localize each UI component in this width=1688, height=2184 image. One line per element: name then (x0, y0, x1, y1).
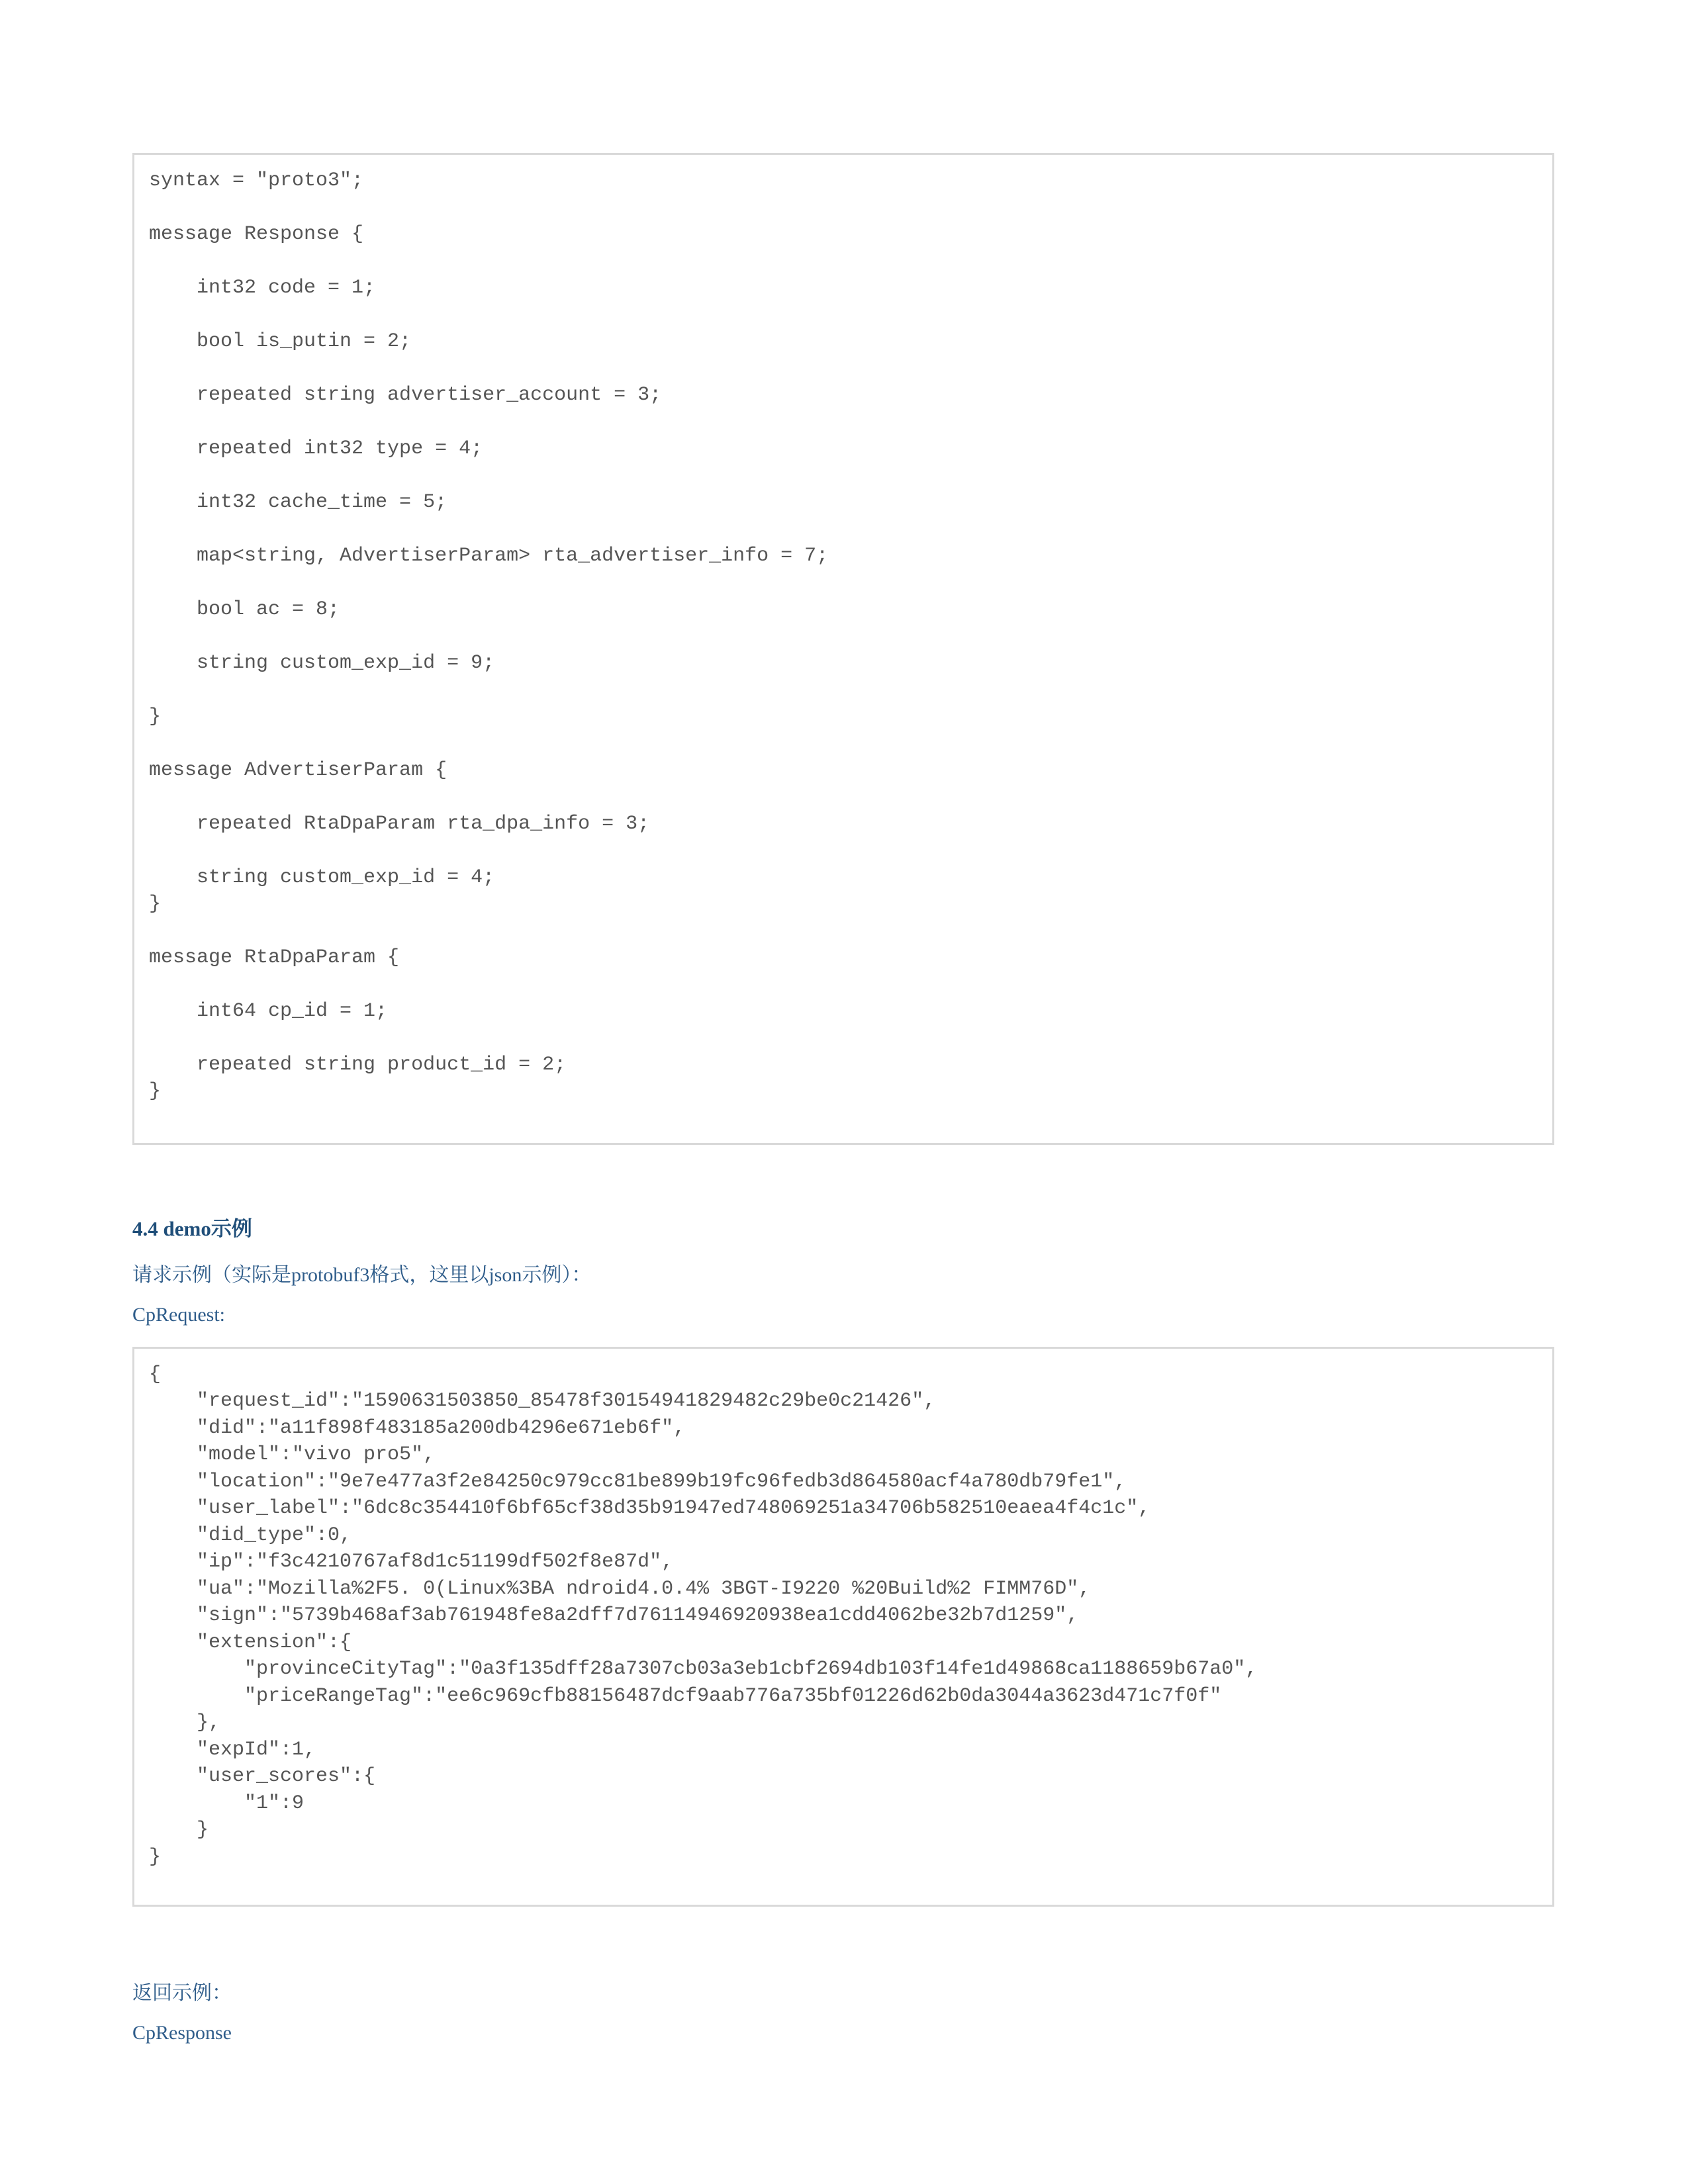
code-line: repeated string product_id = 2; (149, 1054, 567, 1076)
proto-code-block (132, 153, 1554, 1145)
code-line: } (149, 1846, 162, 1868)
code-line: "user_scores":{ (149, 1765, 376, 1788)
code-line: bool is_putin = 2; (149, 330, 412, 353)
code-line: repeated RtaDpaParam rta_dpa_info = 3; (149, 813, 650, 835)
code-line: string custom_exp_id = 4; (149, 866, 495, 889)
code-line: "provinceCityTag":"0a3f135dff28a7307cb03a3eb1cbf2694db103f14fe1d49868ca1188659b67a0", (149, 1658, 1258, 1680)
code-line: }, (149, 1711, 221, 1734)
code-line: int32 code = 1; (149, 277, 376, 299)
code-line: int32 cache_time = 5; (149, 491, 447, 514)
code-line: } (149, 705, 162, 728)
code-line: } (149, 1819, 209, 1841)
code-line: { (149, 1363, 162, 1386)
code-line: message RtaDpaParam { (149, 946, 400, 969)
request-label: CpRequest: (132, 1304, 225, 1326)
code-line: int64 cp_id = 1; (149, 1000, 388, 1023)
response-intro-text: 返回示例： (132, 1982, 232, 2004)
code-line: } (149, 893, 162, 915)
code-line: "request_id":"1590631503850_85478f30154941829482c29be0c21426", (149, 1390, 936, 1412)
code-line: "user_label":"6dc8c354410f6bf65cf38d35b91947ed748069251a34706b582510eaea4f4c1c", (149, 1497, 1150, 1520)
code-line: "location":"9e7e477a3f2e84250c979cc81be899b19fc96fedb3d864580acf4a780db79fe1", (149, 1471, 1127, 1493)
code-line: syntax = "proto3"; (149, 169, 364, 192)
code-line: map<string, AdvertiserParam> rta_advertiser_info = 7; (149, 545, 829, 567)
code-line: repeated string advertiser_account = 3; (149, 384, 662, 406)
code-line: "extension":{ (149, 1631, 352, 1654)
code-line: "priceRangeTag":"ee6c969cfb88156487dcf9aab776a735bf01226d62b0da3044a3623d471c7f0f" (149, 1685, 1222, 1707)
code-line: "did_type":0, (149, 1524, 352, 1547)
code-line: bool ac = 8; (149, 598, 340, 621)
code-line: } (149, 1080, 162, 1103)
code-line: "1":9 (149, 1792, 305, 1815)
code-line: "expId":1, (149, 1739, 316, 1761)
code-line: "model":"vivo pro5", (149, 1443, 436, 1466)
code-line: message Response { (149, 223, 364, 246)
code-line: "sign":"5739b468af3ab761948fe8a2dff7d76114946920938ea1cdd4062be32b7d1259", (149, 1604, 1079, 1627)
request-intro-text: 请求示例（实际是protobuf3格式，这里以json示例）： (132, 1264, 592, 1286)
code-line: string custom_exp_id = 9; (149, 652, 495, 674)
json-code-block (132, 1347, 1554, 1907)
response-label: CpResponse (132, 2022, 232, 2044)
code-line: message AdvertiserParam { (149, 759, 447, 782)
code-line: "ua":"Mozilla%2F5. 0(Linux%3BA ndroid4.0.4% 3BGT-I9220 %20Build%2 FIMM76D", (149, 1578, 1091, 1600)
code-line: "did":"a11f898f483185a200db4296e671eb6f", (149, 1417, 686, 1439)
section-heading: 4.4 demo示例 (132, 1217, 252, 1240)
code-line: "ip":"f3c4210767af8d1c51199df502f8e87d", (149, 1551, 674, 1573)
code-line: repeated int32 type = 4; (149, 437, 483, 460)
